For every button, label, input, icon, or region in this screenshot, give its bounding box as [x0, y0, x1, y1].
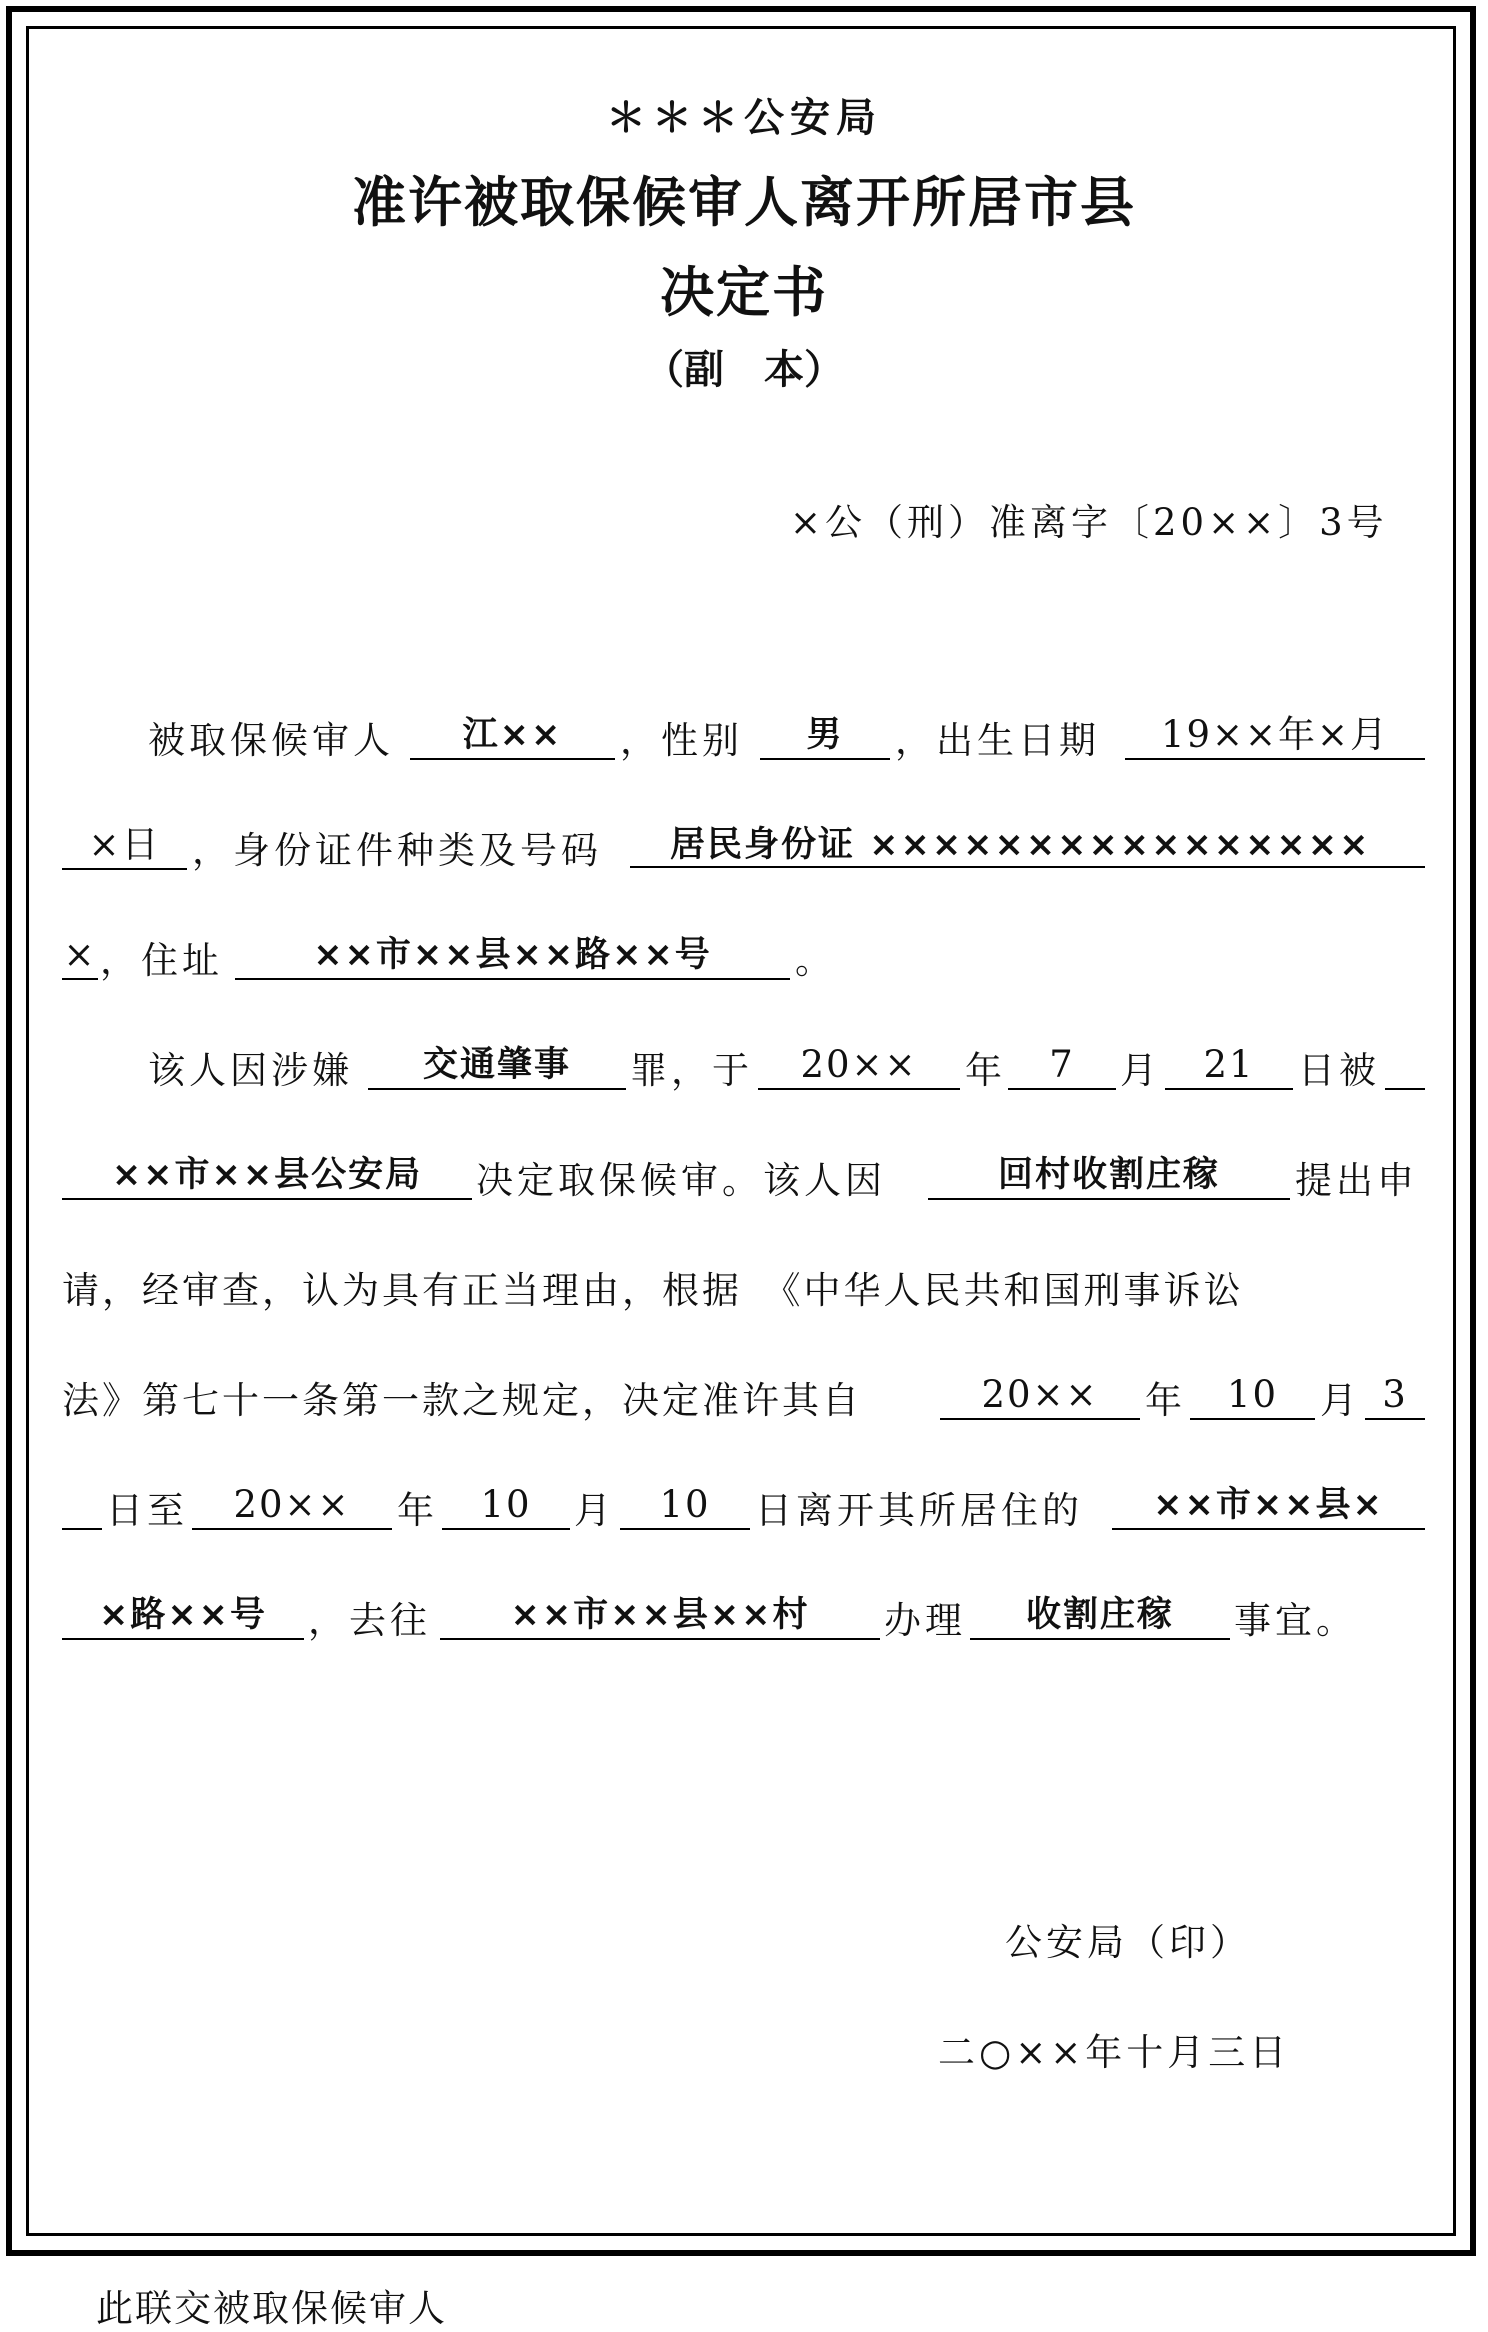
- legal-basis-line: 请，经审查，认为具有正当理由，根据 《中华人民共和国刑事诉讼: [62, 1269, 1244, 1312]
- field-residence-part2: ×路××号: [62, 1592, 304, 1640]
- label-day-by: 日被: [1298, 1049, 1380, 1092]
- copy-type: （副 本）: [644, 347, 844, 393]
- field-id-tail: ×: [62, 932, 98, 980]
- field-matter: 收割庄稼: [970, 1592, 1230, 1640]
- field-to-year: 20××: [192, 1482, 392, 1530]
- field-authority: ××市××县公安局: [62, 1152, 472, 1200]
- seal-line: 公安局（印）: [1005, 1921, 1251, 1964]
- field-reason: 回村收割庄稼: [928, 1152, 1290, 1200]
- label-month-2: 月: [574, 1489, 615, 1532]
- field-destination: ××市××县××村: [440, 1592, 880, 1640]
- label-gender: ，性别: [620, 719, 743, 762]
- label-address: ，住址: [100, 939, 223, 982]
- label-person: 被取保候审人: [148, 719, 394, 762]
- label-goto: ，去往: [308, 1599, 431, 1642]
- field-crime: 交通肇事: [368, 1042, 626, 1090]
- label-year: 年: [965, 1049, 1006, 1092]
- field-day: 21: [1165, 1042, 1293, 1090]
- field-birth-part1: 19××年×月: [1125, 712, 1425, 760]
- field-year: 20××: [758, 1042, 960, 1090]
- label-apply: 提出申: [1295, 1159, 1418, 1202]
- field-birth-part2: ×日: [62, 822, 187, 870]
- document-title-line1: 准许被取保候审人离开所居市县: [352, 171, 1136, 234]
- label-year-1: 年: [1145, 1379, 1186, 1422]
- field-to-day: 10: [620, 1482, 750, 1530]
- field-to-month: 10: [442, 1482, 570, 1530]
- label-month: 月: [1120, 1049, 1161, 1092]
- field-address: ××市××县××路××号: [235, 932, 790, 980]
- label-matter-end: 事宜。: [1234, 1599, 1357, 1642]
- field-from-year: 20××: [940, 1372, 1140, 1420]
- label-id: ，身份证件种类及号码: [192, 829, 602, 872]
- field-blank: [1385, 1042, 1425, 1090]
- label-suspect: 该人因涉嫌: [148, 1049, 353, 1092]
- label-to: 日至: [106, 1489, 188, 1532]
- field-from-day-tail: [62, 1482, 102, 1530]
- field-month: 7: [1008, 1042, 1116, 1090]
- field-name: 江××: [410, 712, 615, 760]
- agency-name: ＊＊＊公安局: [606, 95, 882, 141]
- field-residence-part1: ××市××县×: [1112, 1482, 1425, 1530]
- period: 。: [795, 939, 836, 982]
- issue-date: 二○××年十月三日: [938, 2031, 1291, 2074]
- decision-line: 法》第七十一条第一款之规定，决定准许其自: [62, 1379, 862, 1422]
- label-crime-at: 罪，于: [630, 1049, 753, 1092]
- footer-note: 此联交被取保候审人: [96, 2287, 447, 2330]
- label-handle: 办理: [884, 1599, 966, 1642]
- field-from-day: 3: [1365, 1372, 1425, 1420]
- label-leave: 日离开其所居住的: [755, 1489, 1083, 1532]
- label-year-2: 年: [397, 1489, 438, 1532]
- label-birth: ，出生日期: [895, 719, 1100, 762]
- label-decided: 决定取保候审。该人因: [476, 1159, 886, 1202]
- field-from-month: 10: [1190, 1372, 1315, 1420]
- document-title-line2: 决定书: [660, 261, 828, 324]
- field-gender: 男: [760, 712, 890, 760]
- document-number: ×公（刑）准离字〔20××〕3号: [790, 501, 1388, 544]
- label-month-1: 月: [1320, 1379, 1361, 1422]
- field-id-number: 居民身份证 ××××××××××××××××: [630, 822, 1425, 868]
